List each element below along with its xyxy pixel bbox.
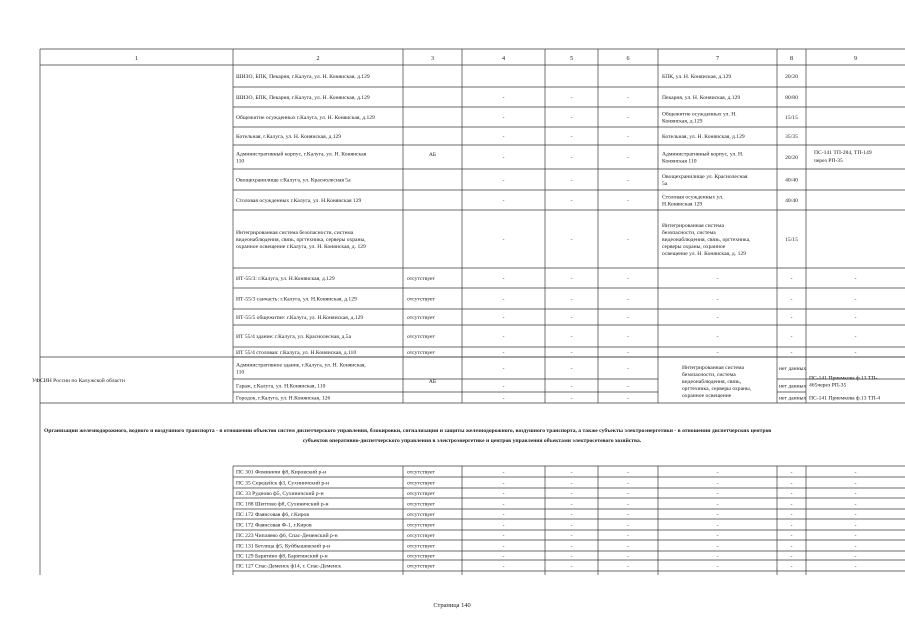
value-dash: - — [854, 334, 857, 340]
value-dash: - — [502, 366, 505, 372]
status-absent: отсутствует — [407, 512, 435, 518]
status-absent: отсутствует — [407, 315, 435, 321]
object-name: ИТ 55/4 столовая: г.Калуга, ул. Н.Коняиская, д.110 — [236, 350, 357, 356]
column-number-3: 3 — [430, 55, 435, 62]
value-dash: - — [570, 480, 573, 487]
value-dash: - — [627, 366, 629, 372]
value-dash: - — [627, 134, 629, 140]
value-dash: - — [570, 315, 573, 321]
status-absent: отсутствует — [407, 296, 435, 303]
value-dash: - — [502, 95, 505, 101]
value-dash: - — [570, 533, 573, 539]
facility-name: Н.Коняиская 129 — [662, 201, 703, 208]
value-dash: - — [502, 134, 505, 140]
status-absent: отсутствует — [407, 501, 435, 508]
status-absent: отсутствует — [407, 522, 435, 529]
value-dash: - — [627, 469, 629, 476]
value-dash: - — [570, 177, 573, 184]
object-name: Административное здание, г.Калуга, ул. Н. Коняиская, — [236, 362, 366, 369]
value-dash: - — [627, 512, 629, 518]
column-number-7: 7 — [715, 55, 720, 62]
object-name: ШИЗО, БПК, Пекарня, г.Калуга, ул. Н. Коняиская, д.129 — [236, 74, 370, 80]
value-dash: - — [790, 543, 793, 550]
substation-name: ПС 223 Чипляево ф6, Спас-Деменский р-н — [236, 533, 338, 539]
value-dash: - — [790, 553, 793, 560]
value-dash: - — [502, 198, 505, 204]
object-name: Овощехранилище г.Калуга, ул. Краснолесная 5а — [236, 177, 351, 184]
supply-source: ПС-141 Приемкова ф.13 ТП- — [809, 375, 878, 382]
value-dash: - — [502, 563, 505, 570]
facility-name: серверы охраны, охранное — [662, 244, 726, 250]
value-dash: - — [790, 491, 793, 497]
object-name: ИТ-55/3 санчасть: г.Калуга, ул. Н.Коняиская, д.129 — [236, 296, 357, 303]
section-heading-line: субъектов оперативно-диспетчерского управления в электроэнергетике и центров управления объектами электросетевого хозяйства. — [302, 438, 642, 444]
value-dash: - — [570, 350, 573, 356]
supply-source: ПС-141 ТП-284, ТП-149 — [814, 150, 872, 156]
power-ratio: 80/80 — [785, 95, 798, 101]
status-absent: отсутствует — [407, 553, 435, 560]
value-dash: - — [502, 543, 505, 550]
facility-name: оргтехника, серверы охраны, — [682, 386, 752, 392]
object-name: охранное освещение г.Калуга, ул. Н. Коняиская, д. 129 — [236, 244, 366, 250]
object-name: 110 — [236, 158, 245, 165]
substation-name: ПС 35 Середейск ф3, Сухиничский р-н — [236, 480, 330, 487]
value-dash: - — [716, 533, 719, 539]
value-dash: - — [790, 296, 793, 303]
value-dash: - — [502, 533, 505, 539]
value-dash: - — [854, 350, 857, 356]
value-dash: - — [502, 480, 505, 487]
object-name: Гараж, г.Калуга, ул. Н.Коняиская, 110 — [236, 383, 326, 390]
facility-name: Столовая осужденных ул. — [662, 194, 724, 201]
group-type-ab: АБ — [428, 379, 437, 385]
value-dash: - — [854, 522, 857, 529]
object-name: Городок, г.Калуга, ул. Н.Коняиская, 126 — [236, 395, 331, 402]
facility-name: Коняиская 110 — [662, 158, 697, 165]
value-dash: - — [570, 553, 573, 560]
substation-name: ПС 33 Рудново ф5, Сухиничский р-н — [236, 491, 324, 497]
substation-name: ПС 172 Фаянсовая ф6, г.Киров — [236, 512, 309, 518]
facility-name: 5а — [662, 181, 668, 187]
value-dash: - — [570, 366, 573, 372]
object-name: ШИЗО, БПК, Пекарня, г.Калуга, ул. Н. Коняиская, д.129 — [236, 95, 370, 101]
object-name: 110 — [236, 369, 245, 376]
value-dash: - — [627, 334, 629, 340]
value-dash: - — [502, 276, 505, 282]
value-dash: - — [502, 334, 505, 340]
facility-name: Овощехранилище ул. Краснолесная — [662, 174, 748, 180]
value-dash: - — [627, 115, 629, 121]
group-type-ab: АБ — [428, 152, 437, 158]
value-dash: - — [790, 334, 793, 340]
table-grid — [40, 49, 905, 575]
power-ratio: 35/35 — [785, 134, 798, 140]
value-dash: - — [627, 543, 629, 550]
power-ratio: 40/40 — [785, 198, 798, 204]
value-dash: - — [502, 296, 505, 303]
value-dash: - — [627, 350, 629, 356]
power-ratio: 15/15 — [785, 115, 798, 121]
substation-name: ПС 129 Барятино ф8, Барятинский р-н — [236, 553, 328, 560]
value-dash: - — [570, 95, 573, 101]
facility-name: Интегрированная система — [682, 365, 745, 371]
power-ratio: 40/40 — [785, 177, 798, 184]
value-dash: - — [570, 522, 573, 529]
status-absent: отсутствует — [407, 350, 435, 356]
no-data: нет данных — [779, 366, 807, 372]
value-dash: - — [502, 350, 505, 356]
value-dash: - — [627, 480, 629, 487]
value-dash: - — [854, 296, 857, 303]
value-dash: - — [502, 315, 505, 321]
value-dash: - — [627, 237, 629, 243]
value-dash: - — [854, 553, 857, 560]
status-absent: отсутствует — [407, 543, 435, 550]
supply-source: через РП-35 — [814, 158, 843, 164]
column-number-5: 5 — [569, 55, 574, 62]
value-dash: - — [716, 276, 719, 282]
value-dash: - — [570, 115, 573, 121]
value-dash: - — [627, 491, 629, 497]
status-absent: отсутствует — [407, 491, 435, 497]
value-dash: - — [502, 155, 505, 161]
column-number-2: 2 — [316, 55, 320, 62]
value-dash: - — [570, 563, 573, 570]
table-text — [32, 55, 880, 609]
value-dash: - — [790, 315, 793, 321]
value-dash: - — [854, 533, 857, 539]
object-name: Общежитие осужденных г.Калуга, ул. Н. Коняиская, д.129 — [236, 115, 375, 121]
value-dash: - — [627, 383, 629, 390]
value-dash: - — [790, 276, 793, 282]
facility-name: Коняиская, д.129 — [662, 118, 703, 125]
status-absent: отсутствует — [407, 480, 435, 487]
value-dash: - — [502, 501, 505, 508]
value-dash: - — [716, 543, 719, 550]
column-number-9: 9 — [853, 55, 858, 62]
value-dash: - — [627, 553, 629, 560]
supply-source: 465через РП-35 — [809, 382, 847, 389]
object-name: ИТ-55/5 общежитие: г.Калуга, ул. Н.Коняиская, д.129 — [236, 315, 364, 321]
value-dash: - — [627, 296, 629, 303]
facility-name: Пекарня, ул. Н. Коняиская, д.129 — [662, 95, 741, 101]
value-dash: - — [790, 563, 793, 570]
column-number-6: 6 — [626, 55, 630, 62]
value-dash: - — [627, 276, 629, 282]
value-dash: - — [790, 533, 793, 539]
value-dash: - — [790, 522, 793, 529]
status-absent: отсутствует — [407, 276, 435, 282]
value-dash: - — [790, 469, 793, 476]
column-number-1: 1 — [134, 55, 139, 62]
value-dash: - — [627, 95, 629, 101]
value-dash: - — [502, 115, 505, 121]
value-dash: - — [570, 395, 573, 402]
object-name: Административный корпус, г.Калуга, ул. Н. Коняиская — [236, 151, 367, 158]
object-name: Котельная, г.Калуга, ул. Н. Коняиская, д.129 — [236, 134, 342, 140]
value-dash: - — [570, 383, 573, 390]
facility-name: освещение ул. Н. Коняиская, д. 129 — [662, 251, 746, 257]
value-dash: - — [570, 501, 573, 508]
value-dash: - — [716, 512, 719, 518]
facility-name: охранное освещение — [682, 393, 732, 399]
value-dash: - — [627, 155, 629, 161]
organization-name: УФСИН России по Калужской области — [32, 378, 125, 384]
column-number-4: 4 — [501, 55, 506, 62]
value-dash: - — [502, 553, 505, 560]
value-dash: - — [716, 315, 719, 321]
value-dash: - — [854, 563, 857, 570]
object-name: Столовая осужденных г.Калуга, ул. Н.Коняиская 129 — [236, 198, 362, 204]
value-dash: - — [627, 315, 629, 321]
value-dash: - — [570, 543, 573, 550]
value-dash: - — [627, 501, 629, 508]
value-dash: - — [716, 296, 719, 303]
object-name: Интегрированная система безопасности, система — [236, 230, 354, 236]
value-dash: - — [790, 350, 793, 356]
value-dash: - — [570, 155, 573, 161]
value-dash: - — [502, 522, 505, 529]
value-dash: - — [627, 177, 629, 184]
facility-name: видеонаблюдения, связь, — [682, 379, 742, 385]
value-dash: - — [627, 522, 629, 529]
value-dash: - — [570, 134, 573, 140]
power-ratio: 20/20 — [785, 74, 798, 80]
value-dash: - — [502, 469, 505, 476]
value-dash: - — [716, 469, 719, 476]
value-dash: - — [854, 276, 857, 282]
value-dash: - — [854, 512, 857, 518]
value-dash: - — [570, 237, 573, 243]
facility-name: Административный корпус, ул. Н. — [662, 151, 744, 158]
substation-name: ПС 301 Фоминичи ф8, Кировский р-н — [236, 469, 327, 476]
substation-name: ПС 172 Фаянсовая Ф-1, г.Киров — [236, 522, 312, 529]
value-dash: - — [716, 522, 719, 529]
value-dash: - — [627, 198, 629, 204]
value-dash: - — [570, 469, 573, 476]
supply-source: ПС-141 Приемкова ф.13 ТП-4 — [809, 395, 881, 402]
power-ratio: 20/20 — [785, 155, 798, 161]
value-dash: - — [627, 533, 629, 539]
no-data: нет данных — [779, 383, 807, 390]
value-dash: - — [570, 276, 573, 282]
value-dash: - — [854, 469, 857, 476]
value-dash: - — [716, 480, 719, 487]
facility-name: Котельная, ул. Н. Коняиская, д.129 — [662, 134, 745, 140]
substation-name: ПС 131 Бетлица ф5, Куйбышевский р-н — [236, 543, 331, 550]
object-name: ИТ 55/4 здание: г.Калуга, ул. Краснолесная, д.5а — [236, 334, 352, 340]
value-dash: - — [854, 315, 857, 321]
facility-name: БПК, ул. Н. Коняиская, д.129 — [662, 74, 732, 80]
value-dash: - — [502, 395, 505, 402]
value-dash: - — [716, 563, 719, 570]
value-dash: - — [716, 553, 719, 560]
value-dash: - — [790, 480, 793, 487]
facility-name: Общежитие осужденных ул. Н. — [662, 111, 737, 118]
value-dash: - — [627, 563, 629, 570]
value-dash: - — [502, 237, 505, 243]
value-dash: - — [627, 395, 629, 402]
substation-name: ПС 188 Шептово ф8, Сухиничский р-н — [236, 501, 329, 508]
facility-name: безопасности, система — [662, 230, 716, 236]
value-dash: - — [716, 350, 719, 356]
object-name: ИТ-55/3: г.Калуга, ул. Н.Коняиская, д.129 — [236, 276, 335, 282]
value-dash: - — [502, 512, 505, 518]
status-absent: отсутствует — [407, 469, 435, 476]
value-dash: - — [570, 334, 573, 340]
facility-name: Интегрированная система — [662, 223, 725, 229]
value-dash: - — [854, 491, 857, 497]
value-dash: - — [790, 501, 793, 508]
section-heading-line: Организации железнодорожного, водного и воздушного транспорта - в отношении объектов систем диспетчерского управления, блокировки, сигнализации и защиты железнодорожного, воздушного транспорта, а также субъекты электроэнергетики - в отношении диспетчерских центров — [44, 428, 772, 434]
no-data: нет данных — [779, 395, 807, 402]
page-number: Страница 140 — [433, 602, 471, 609]
value-dash: - — [716, 334, 719, 340]
value-dash: - — [716, 501, 719, 508]
substation-name: ПС 127 Спас-Деменск ф14, г. Спас-Деменск — [236, 563, 342, 570]
value-dash: - — [716, 491, 719, 497]
facility-name: видеонаблюдения, связь, оргтехника, — [662, 237, 751, 243]
value-dash: - — [570, 296, 573, 303]
value-dash: - — [570, 512, 573, 518]
value-dash: - — [854, 543, 857, 550]
status-absent: отсутствует — [407, 563, 435, 570]
value-dash: - — [502, 383, 505, 390]
value-dash: - — [502, 491, 505, 497]
value-dash: - — [502, 177, 505, 184]
facility-name: безопасности, система — [682, 372, 736, 378]
value-dash: - — [854, 480, 857, 487]
value-dash: - — [854, 501, 857, 508]
status-absent: отсутствует — [407, 533, 435, 539]
status-absent: отсутствует — [407, 334, 435, 340]
power-ratio: 15/15 — [785, 237, 798, 243]
value-dash: - — [570, 198, 573, 204]
value-dash: - — [790, 512, 793, 518]
object-name: видеонаблюдения, связь, оргтехника, серверы охраны, — [236, 237, 366, 243]
column-number-8: 8 — [789, 55, 794, 62]
value-dash: - — [570, 491, 573, 497]
